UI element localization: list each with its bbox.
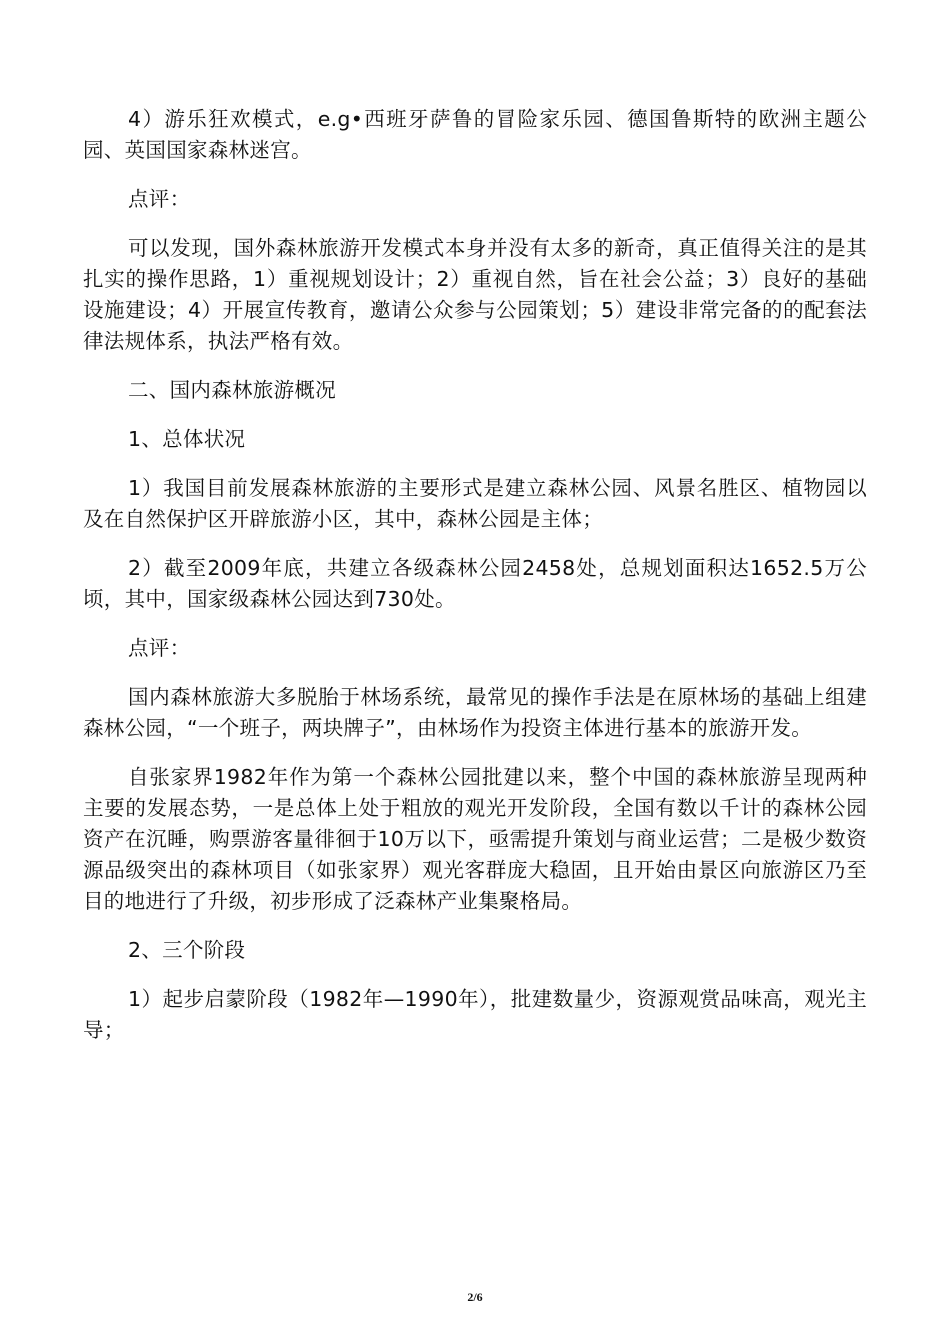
paragraph-forest-farm: 国内森林旅游大多脱胎于林场系统，最常见的操作手法是在原林场的基础上组建森林公园，“一个班子，两块牌子”，由林场作为投资主体进行基本的旅游开发。 [83,685,867,740]
paragraph-statistics: 2）截至2009年底，共建立各级森林公园2458处，总规划面积达1652.5万公顷，其中，国家级森林公园达到730处。 [83,556,867,611]
subsection-heading-stages: 2、三个阶段 [128,938,246,962]
paragraph-foreign-comment: 可以发现，国外森林旅游开发模式本身并没有太多的新奇，真正值得关注的是其扎实的操作思路，1）重视规划设计；2）重视自然，旨在社会公益；3）良好的基础设施建设；4）开展宣传教育，邀请公众参与公园策划；5）建设非常完备的的配套法律法规体系，执法严格有效。 [83,236,867,353]
document-body [83,104,867,1064]
section-heading-domestic: 二、国内森林旅游概况 [128,378,336,402]
paragraph-zhangjiajie: 自张家界1982年作为第一个森林公园批建以来，整个中国的森林旅游呈现两种主要的发展态势，一是总体上处于粗放的观光开发阶段，全国有数以千计的森林公园资产在沉睡，购票游客量徘徊于10万以下，亟需提升策划与商业运营；二是极少数资源品级突出的森林项目（如张家界）观光客群庞大稳固，且开始由景区向旅游区乃至目的地进行了升级，初步形成了泛森林产业集聚格局。 [83,765,867,913]
comment-label: 点评： [128,187,191,211]
paragraph-amusement-mode: 4）游乐狂欢模式，e.g•西班牙萨鲁的冒险家乐园、德国鲁斯特的欧洲主题公园、英国国家森林迷宫。 [83,107,867,162]
subsection-heading-overall: 1、总体状况 [128,427,246,451]
paragraph-main-forms: 1）我国目前发展森林旅游的主要形式是建立森林公园、风景名胜区、植物园以及在自然保护区开辟旅游小区，其中，森林公园是主体； [83,476,867,531]
paragraph-stage-one: 1）起步启蒙阶段（1982年—1990年），批建数量少，资源观赏品味高，观光主导； [83,987,867,1042]
page-number: 2/6 [467,1290,483,1304]
comment-label-2: 点评： [128,636,191,660]
